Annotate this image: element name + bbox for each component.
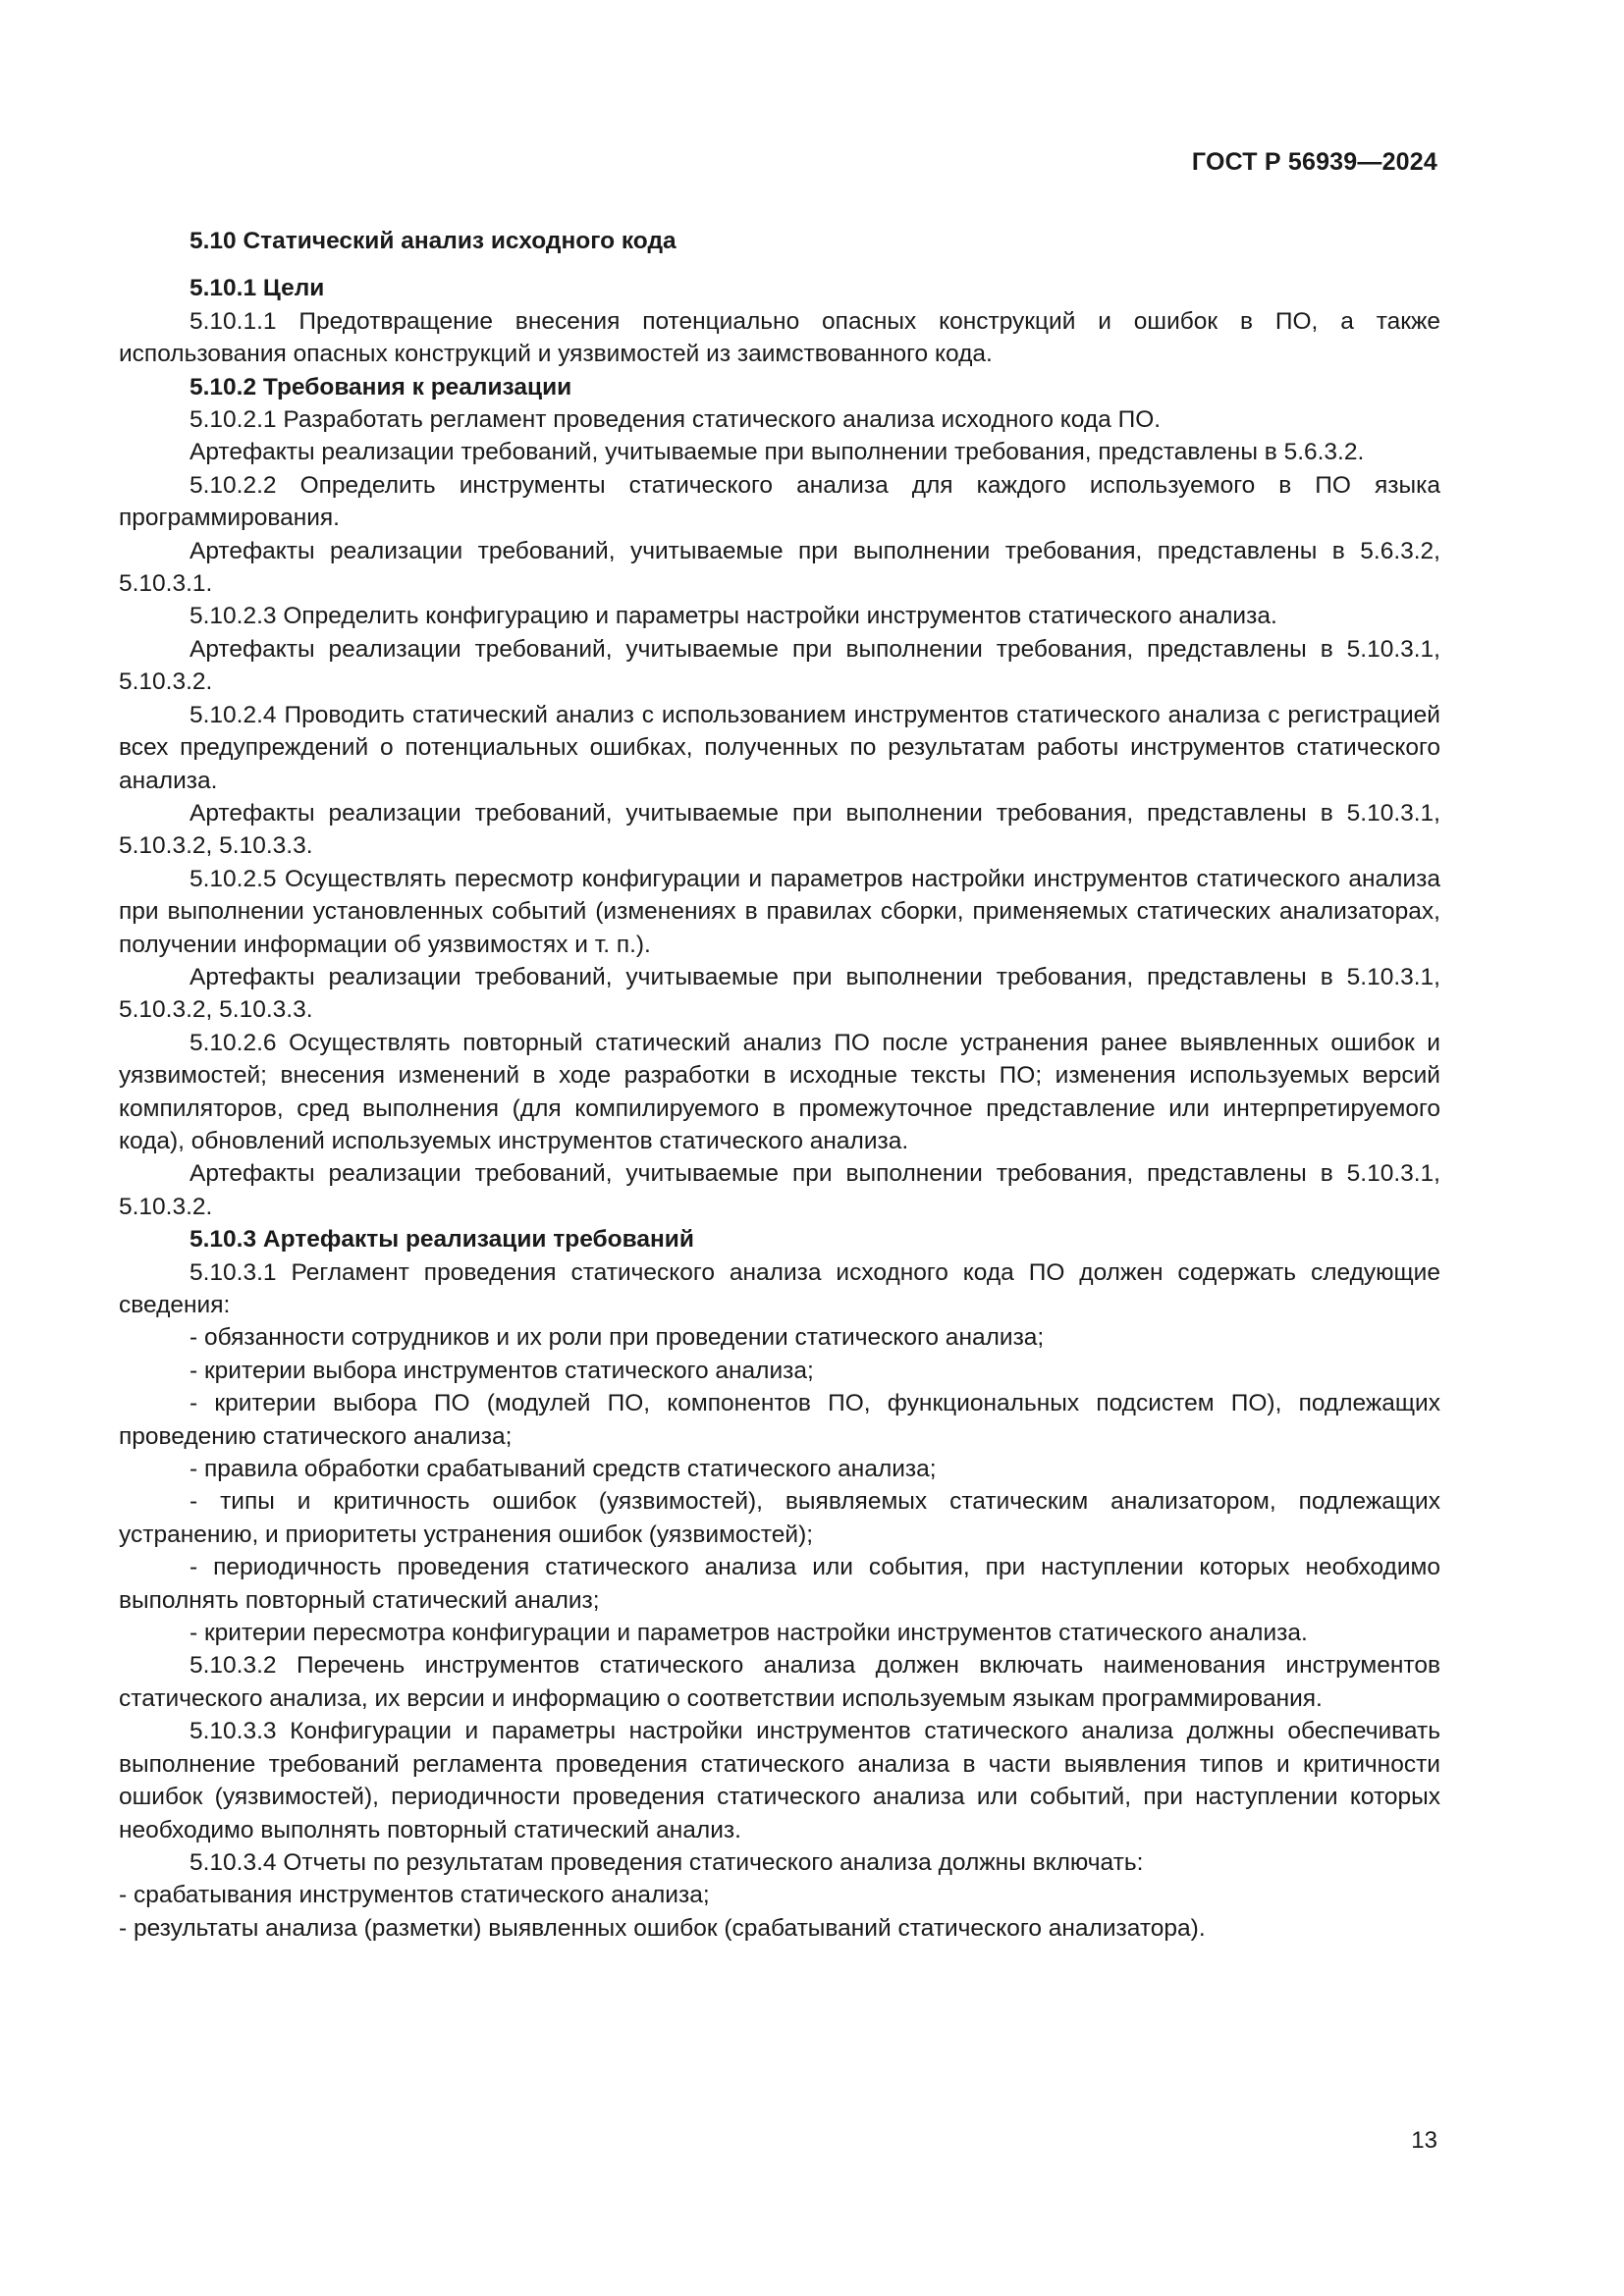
paragraph: Артефакты реализации требований, учитываемые при выполнении требования, представлены в 5.10.3.1, 5.10.3.2, 5.10.3.3. — [119, 799, 1440, 860]
list-item: - критерии выбора ПО (модулей ПО, компонентов ПО, функциональных подсистем ПО), подлежащих проведению статического анализа; — [119, 1390, 1440, 1450]
subsection-heading: 5.10.1 Цели — [189, 275, 325, 302]
section-heading: 5.10 Статический анализ исходного кода — [189, 228, 677, 254]
list-item: - обязанности сотрудников и их роли при проведении статического анализа; — [189, 1324, 1045, 1352]
paragraph: Артефакты реализации требований, учитываемые при выполнении требования, представлены в 5.10.3.1, 5.10.3.2. — [119, 635, 1440, 696]
paragraph: 5.10.2.1 Разработать регламент проведения статического анализа исходного кода ПО. — [189, 406, 1162, 434]
list-item: - критерии пересмотра конфигурации и параметров настройки инструментов статического анализа. — [189, 1620, 1308, 1647]
paragraph: 5.10.3.1 Регламент проведения статического анализа исходного кода ПО должен содержать следующие сведения: — [119, 1258, 1440, 1318]
paragraph: 5.10.2.5 Осуществлять пересмотр конфигурации и параметров настройки инструментов статического анализа при выполнении установленных событий (изменениях в правилах сборки, применяемых статических анализаторах, получении информации об уязвимостях и т. п.). — [119, 865, 1440, 958]
paragraph: 5.10.3.3 Конфигурации и параметры настройки инструментов статического анализа должны обеспечивать выполнение требований регламента проведения статического анализа в части выявления типов и критичности ошибок (уязвимостей), периодичности проведения статического анализа или событий, при наступлении которых необходимо выполнять повторный статический анализ. — [119, 1718, 1440, 1843]
paragraph: Артефакты реализации требований, учитываемые при выполнении требования, представлены в 5.10.3.1, 5.10.3.2, 5.10.3.3. — [119, 963, 1440, 1024]
standard-designation: ГОСТ Р 56939—2024 — [1191, 148, 1437, 176]
paragraph: 5.10.1.1 Предотвращение внесения потенциально опасных конструкций и ошибок в ПО, а также использования опасных конструкций и уязвимостей из заимствованного кода. — [119, 307, 1440, 368]
list-item: - срабатывания инструментов статического анализа; — [119, 1882, 710, 1909]
paragraph: Артефакты реализации требований, учитываемые при выполнении требования, представлены в 5.6.3.2. — [189, 439, 1365, 466]
list-item: - периодичность проведения статического анализа или события, при наступлении которых необходимо выполнять повторный статический анализ; — [119, 1554, 1440, 1614]
paragraph: Артефакты реализации требований, учитываемые при выполнении требования, представлены в 5.10.3.1, 5.10.3.2. — [119, 1160, 1440, 1220]
paragraph: 5.10.2.6 Осуществлять повторный статический анализ ПО после устранения ранее выявленных ошибок и уязвимостей; внесения изменений в ходе разработки в исходные тексты ПО; изменения используемых версий компиляторов, сред выполнения (для компилируемого в промежуточное представление или интерпретируемого кода), обновлений используемых инструментов статического анализа. — [119, 1029, 1440, 1154]
paragraph: 5.10.2.4 Проводить статический анализ с использованием инструментов статического анализа с регистрацией всех предупреждений о потенциальных ошибках, полученных по результатам работы инструментов статического анализа. — [119, 701, 1440, 794]
paragraph: Артефакты реализации требований, учитываемые при выполнении требования, представлены в 5.6.3.2, 5.10.3.1. — [119, 537, 1440, 598]
paragraph: 5.10.2.3 Определить конфигурацию и параметры настройки инструментов статического анализа. — [189, 603, 1277, 630]
paragraph: 5.10.3.4 Отчеты по результатам проведения статического анализа должны включать: — [189, 1848, 1144, 1876]
list-item: - правила обработки срабатываний средств статического анализа; — [189, 1456, 937, 1483]
paragraph: 5.10.2.2 Определить инструменты статического анализа для каждого используемого в ПО языка программирования. — [119, 471, 1440, 532]
paragraph: 5.10.3.2 Перечень инструментов статического анализа должен включать наименования инструментов статического анализа, их версии и информацию о соответствии используемым языкам программирования. — [119, 1652, 1440, 1712]
subsection-heading: 5.10.3 Артефакты реализации требований — [189, 1226, 694, 1254]
document-body — [119, 225, 1440, 1945]
list-item: - типы и критичность ошибок (уязвимостей), выявляемых статическим анализатором, подлежащих устранению, и приоритеты устранения ошибок (уязвимостей); — [119, 1488, 1440, 1548]
page-number: 13 — [1411, 2127, 1437, 2154]
list-item: - критерии выбора инструментов статического анализа; — [189, 1357, 814, 1384]
subsection-heading: 5.10.2 Требования к реализации — [189, 373, 572, 400]
list-item: - результаты анализа (разметки) выявленных ошибок (срабатываний статического анализатора). — [119, 1914, 1206, 1942]
